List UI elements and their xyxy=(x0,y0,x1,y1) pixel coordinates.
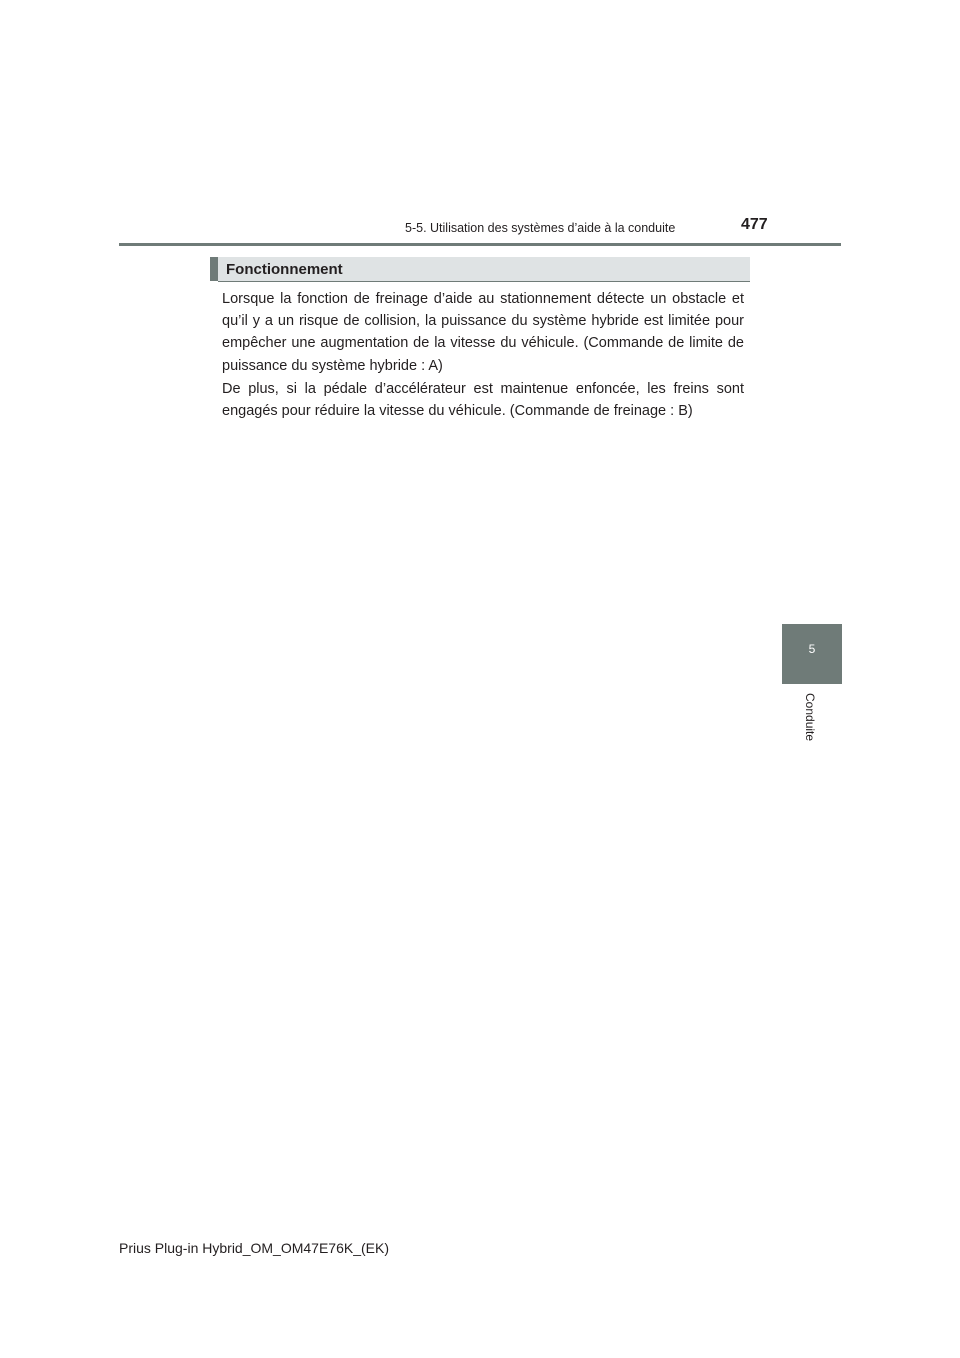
header-divider xyxy=(119,243,841,246)
page-number: 477 xyxy=(741,216,768,233)
running-header-section-title: 5-5. Utilisation des systèmes d’aide à la conduite xyxy=(405,221,676,235)
body-paragraph: Lorsque la fonction de freinage d’aide au stationnement détecte un obstacle et qu’il y a un risque de collision, la puissance du système hybride est limitée pour empêcher une augmentation de la vitesse du véhicule. (Commande de limite de puissance du système hybride : A) xyxy=(222,291,744,374)
section-heading xyxy=(210,257,750,281)
body-paragraph: De plus, si la pédale d’accélérateur est maintenue enfoncée, les freins sont engagés pour réduire la vitesse du véhicule. (Commande de freinage : B) xyxy=(222,381,744,420)
chapter-tab-label: Conduite xyxy=(803,693,817,742)
section-heading-accent-bar xyxy=(210,257,218,281)
chapter-tab-number: 5 xyxy=(808,642,816,656)
chapter-tab xyxy=(782,624,842,684)
section-heading-title: Fonctionnement xyxy=(226,261,343,278)
footer-document-id: Prius Plug-in Hybrid_OM_OM47E76K_(EK) xyxy=(119,1240,389,1256)
section-heading-underline xyxy=(218,281,750,282)
